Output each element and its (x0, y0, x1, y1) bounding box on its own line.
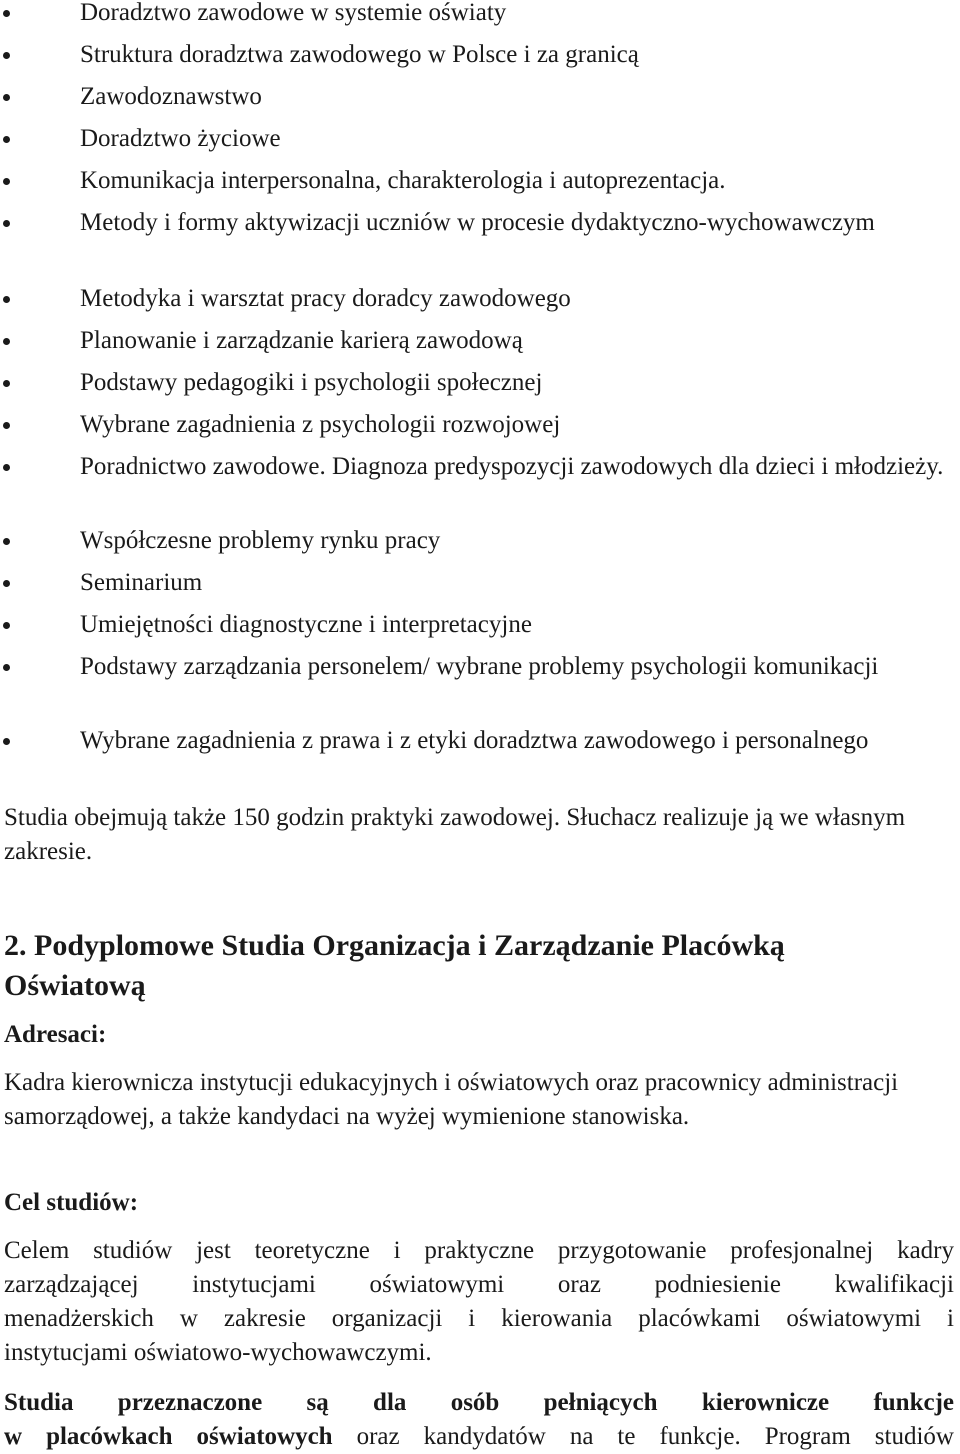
goal-line: menadżerskich w zakresie organizacji i kierowania placówkami oświatowymi i (4, 1305, 954, 1332)
list-item-text: Podstawy zarządzania personelem/ wybrane problemy psychologii komunikacji (80, 653, 879, 680)
bullet-icon (3, 94, 10, 101)
list-item-text: Komunikacja interpersonalna, charakterologia i autoprezentacja. (80, 167, 726, 194)
list-item (45, 608, 960, 642)
list-item-text: Doradztwo życiowe (80, 125, 281, 152)
list-item (45, 80, 960, 114)
list-item-text: Wybrane zagadnienia z prawa i z etyki doradztwa zawodowego i personalnego (80, 727, 869, 754)
list-item (45, 164, 960, 198)
section-heading (4, 926, 904, 1006)
section-title: 2. Podyplomowe Studia Organizacja i Zarządzanie Placówką Oświatową (4, 929, 785, 1002)
list-item (45, 324, 960, 358)
list-item-text: Metody i formy aktywizacji uczniów w procesie dydaktyczno-wychowawczym (80, 209, 875, 236)
intended-line-2-bold: w placówkach oświatowych (4, 1423, 333, 1450)
list-item-text: Współczesne problemy rynku pracy (80, 527, 441, 554)
bullet-icon (3, 580, 10, 587)
bullet-icon (3, 464, 10, 471)
bullet-icon (3, 136, 10, 143)
bullet-icon (3, 338, 10, 345)
list-item-text: Metodyka i warsztat pracy doradcy zawodowego (80, 285, 571, 312)
list-item (45, 206, 925, 240)
list-item-text: Umiejętności diagnostyczne i interpretacyjne (80, 611, 532, 638)
addressees-paragraph (4, 1066, 904, 1134)
list-item-text: Podstawy pedagogiki i psychologii społecznej (80, 369, 543, 396)
list-item-text: Struktura doradztwa zawodowego w Polsce i za granicą (80, 41, 639, 68)
list-item (45, 122, 960, 156)
practice-note-text: Studia obejmują także 150 godzin praktyki zawodowej. Słuchacz realizuje ją we własnym zakresie. (4, 804, 906, 865)
bullet-icon (3, 10, 10, 17)
list-item (45, 0, 960, 30)
addressees-label: Adresaci: (4, 1021, 107, 1048)
list-item-text: Planowanie i zarządzanie karierą zawodową (80, 327, 523, 354)
intended-paragraph (4, 1386, 954, 1454)
list-item-text: Seminarium (80, 569, 203, 596)
list-item (45, 524, 960, 558)
list-item (45, 650, 960, 684)
goal-line: zarządzającej instytucjami oświatowymi oraz podniesienie kwalifikacji (4, 1271, 954, 1298)
bullet-icon (3, 738, 10, 745)
bullet-icon (3, 220, 10, 227)
intended-line-1 (4, 1386, 954, 1420)
list-item-text: Poradnictwo zawodowe. Diagnoza predyspozycji zawodowych dla dzieci i młodzieży. (80, 453, 944, 480)
bullet-icon (3, 296, 10, 303)
goal-line: Celem studiów jest teoretyczne i praktyczne przygotowanie profesjonalnej kadry (4, 1237, 954, 1264)
bullet-icon (3, 178, 10, 185)
goal-paragraph (4, 1234, 954, 1370)
bullet-icon (3, 422, 10, 429)
intended-line-1-text: Studia przeznaczone są dla osób pełniących kierownicze funkcje (4, 1389, 954, 1416)
list-item (45, 450, 960, 484)
bullet-icon (3, 380, 10, 387)
goal-line: instytucjami oświatowo-wychowawczymi. (4, 1339, 432, 1366)
bullet-icon (3, 664, 10, 671)
list-item (45, 282, 960, 316)
list-item (45, 366, 960, 400)
addressees-text: Kadra kierownicza instytucji edukacyjnych i oświatowych oraz pracownicy administracji samorządowej, a także kandydaci na wyżej wymienione stanowiska. (4, 1069, 899, 1130)
bullet-icon (3, 538, 10, 545)
list-item-text: Wybrane zagadnienia z psychologii rozwojowej (80, 411, 561, 438)
addressees-heading (4, 1018, 954, 1052)
bullet-icon (3, 52, 10, 59)
list-item (45, 38, 960, 72)
list-item (45, 724, 960, 758)
bullet-icon (3, 622, 10, 629)
list-item-text: Zawodoznawstwo (80, 83, 262, 110)
intended-line-2 (4, 1420, 954, 1454)
list-item-text: Doradztwo zawodowe w systemie oświaty (80, 0, 507, 26)
goal-label: Cel studiów: (4, 1189, 139, 1216)
list-item (45, 566, 960, 600)
list-item (45, 408, 960, 442)
intended-line-2-rest: oraz kandydatów na te funkcje. Program studiów (332, 1423, 954, 1450)
goal-heading (4, 1186, 954, 1220)
practice-note (4, 801, 934, 869)
